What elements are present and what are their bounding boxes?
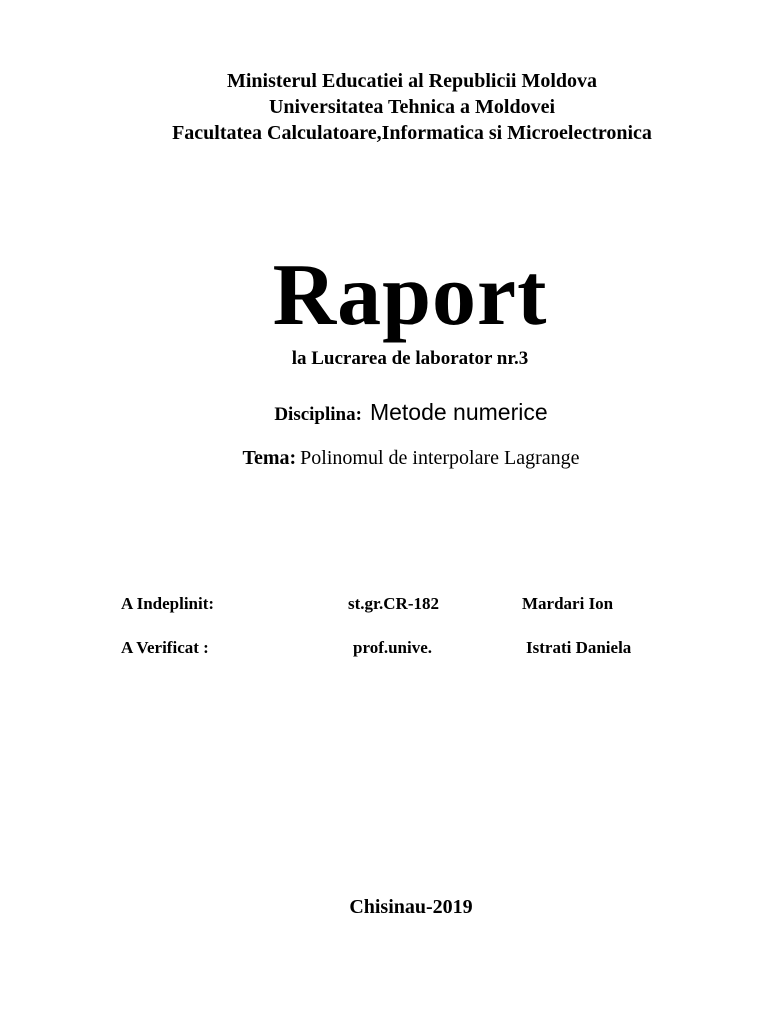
report-title: Raport: [272, 247, 548, 344]
report-subtitle: la Lucrarea de laborator nr.3: [291, 348, 529, 369]
verified-name: Istrati Daniela: [526, 638, 632, 657]
topic-value: Polinomul de interpolare Lagrange: [300, 447, 580, 469]
topic-line: [0, 447, 768, 470]
university-heading: Universitatea Tehnica a Moldovei: [268, 96, 556, 118]
faculty-heading: Facultatea Calculatoare,Informatica si Microelectronica: [172, 122, 652, 144]
verified-label: A Verificat :: [121, 638, 209, 657]
ministry-heading: Ministerul Educatiei al Republicii Moldova: [226, 70, 597, 92]
completed-name: Mardari Ion: [522, 594, 614, 613]
place-year: Chisinau-2019: [349, 896, 473, 918]
verified-title: prof.unive.: [353, 638, 433, 657]
topic-label: Tema:: [242, 447, 297, 469]
completed-label: A Indeplinit:: [121, 594, 215, 613]
completed-group: st.gr.CR-182: [348, 594, 439, 613]
discipline-value: Metode numerice: [369, 399, 548, 425]
discipline-line: [0, 399, 768, 426]
discipline-label: Disciplina:: [274, 404, 362, 425]
